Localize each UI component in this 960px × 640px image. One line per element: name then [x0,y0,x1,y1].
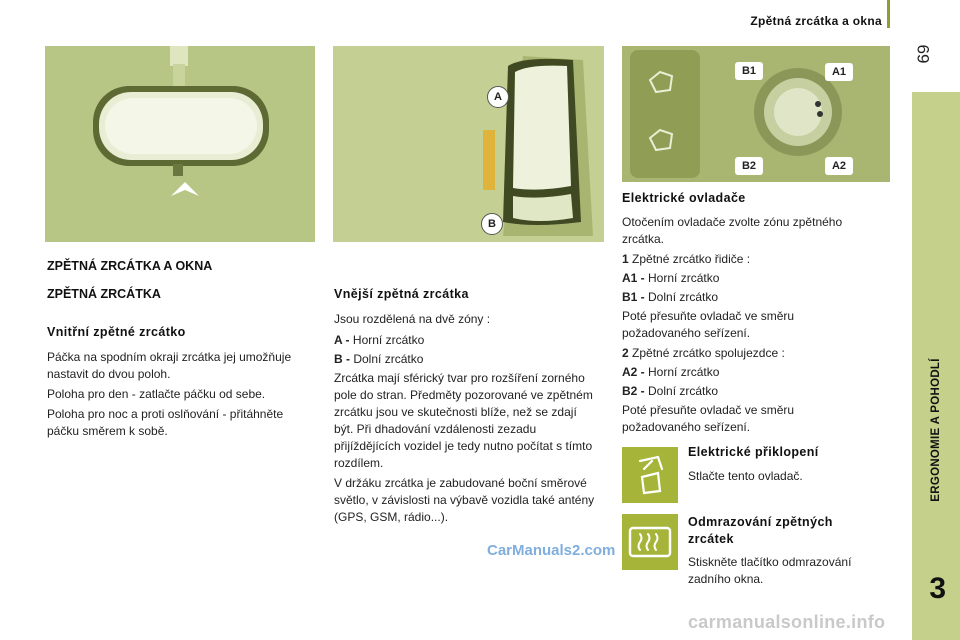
carmanualsonline-watermark: carmanualsonline.info [688,612,886,632]
section-header-title: Zpětná zrcátka a okna [750,14,882,28]
rear-defrost-icon [622,514,678,570]
interior-mirror-illustration [45,46,315,242]
callout-a2: A2 [825,157,853,175]
electric-controls-title: Elektrické ovladače [622,191,746,205]
a2-row: A2 - Horní zrcátko [622,365,720,379]
defrost-text: Stiskněte tlačítko odmrazování zadního okna. [688,555,852,586]
folding-text: Stlačte tento ovladač. [688,469,803,483]
exterior-mirror-text [334,311,604,526]
exterior-mirror-title: Vnější zpětná zrcátka [334,287,469,301]
callout-b2: B2 [735,157,763,175]
carmanuals-watermark: CarManuals2.com [487,542,616,559]
header-accent-rule [887,0,890,28]
exterior-mirror-illustration [333,46,604,242]
paragraph: Poloha pro den - zatlačte páčku od sebe. [47,387,266,401]
chapter-label: ERGONOMIE A POHODLÍ [930,358,942,502]
folding-title: Elektrické přiklopení [688,445,819,459]
b1-row: B1 - Dolní zrcátko [622,290,719,304]
passenger-row: 2 Zpětné zrcátko spolujezdce : [622,346,785,360]
interior-mirror-figure [45,46,315,242]
paragraph: Otočením ovladače zvolte zónu zpětného zrcátka. [622,215,843,246]
callout-b: B [481,213,503,235]
callout-b1: B1 [735,62,763,80]
mirror-control-figure [622,46,890,182]
zone-a-row: A - Horní zrcátko [334,333,425,347]
main-heading: ZPĚTNÁ ZRCÁTKA A OKNA [47,259,213,273]
chapter-number: 3 [929,572,946,605]
sub-heading: ZPĚTNÁ ZRCÁTKA [47,287,161,301]
interior-mirror-text [47,349,317,440]
paragraph: Poté přesuňte ovladač ve směru požadovaného seřízení. [622,403,795,434]
page-number: 69 [913,44,933,64]
paragraph: Poloha pro noc a proti oslňování - přitáhněte páčku směrem k sobě. [47,407,284,438]
callout-a1: A1 [825,63,853,81]
driver-row: 1 Zpětné zrcátko řidiče : [622,252,751,266]
paragraph: Páčka na spodním okraji zrcátka jej umožňuje nastavit do dvou poloh. [47,350,292,381]
zone-b-row: B - Dolní zrcátko [334,352,424,366]
callout-a: A [487,86,509,108]
mirror-folding-icon [622,447,678,503]
paragraph: Poté přesuňte ovladač ve směru požadovaného seřízení. [622,309,795,340]
exterior-mirror-figure [333,46,604,242]
paragraph: V držáku zrcátka je zabudované boční směrové světlo, v závislosti na výbavě vozidla také antény (GPS, GSM, rádio...). [334,476,595,524]
paragraph: Jsou rozdělená na dvě zóny : [334,312,491,326]
interior-mirror-title: Vnitřní zpětné zrcátko [47,325,186,339]
b2-row: B2 - Dolní zrcátko [622,384,719,398]
electric-controls-text [622,214,887,436]
defrost-title: Odmrazování zpětných zrcátek [688,515,833,546]
paragraph: Zrcátka mají sférický tvar pro rozšíření zorného pole do stran. Předměty pozorované ve zpětném zrcátku jsou ve skutečnosti blíže, než se zdají být. Při dhadování vzdálenosti zezadu přijíždějících vozidel je tedy nutno počítat s tímto rozdílem. [334,371,593,470]
a1-row: A1 - Horní zrcátko [622,271,720,285]
